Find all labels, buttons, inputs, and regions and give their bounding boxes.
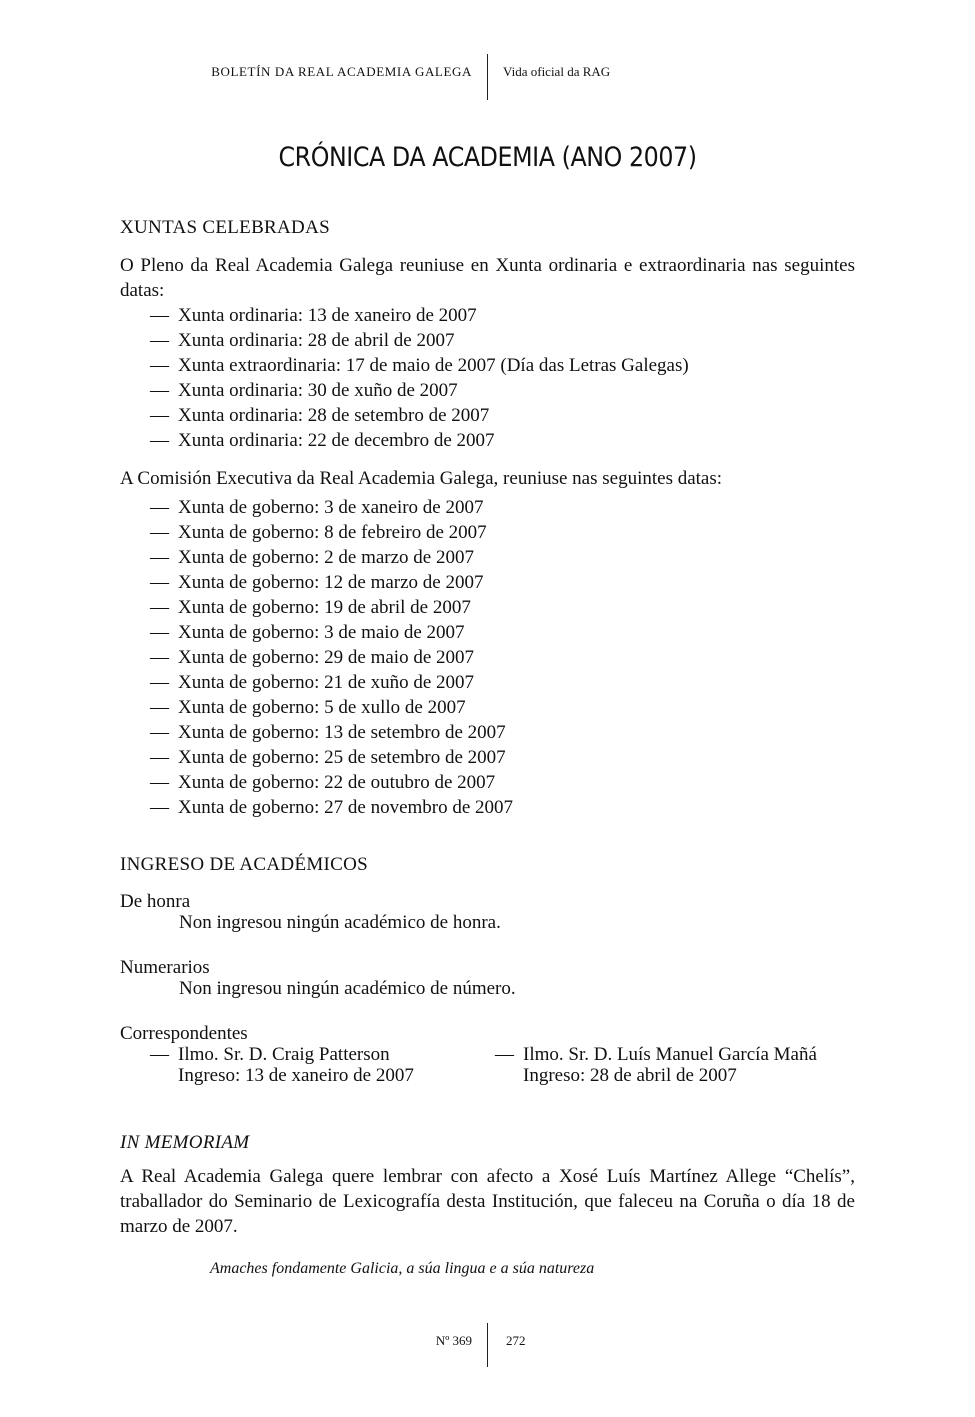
header-divider [487, 54, 488, 100]
list-item: — Xunta de goberno: 19 de abril de 2007 [150, 595, 855, 620]
list-item: — Xunta de goberno: 8 de febreiro de 2007 [150, 520, 855, 545]
honra-label: De honra [120, 891, 191, 912]
comision-intro: A Comisión Executiva da Real Academia Galega, reuniuse nas seguintes datas: [120, 468, 723, 489]
ingreso-section [120, 852, 855, 1088]
list-item: — Xunta ordinaria: 30 de xuño de 2007 [150, 378, 855, 403]
list-item: — Xunta de goberno: 2 de marzo de 2007 [150, 545, 855, 570]
list-item: — Xunta de goberno: 21 de xuño de 2007 [150, 670, 855, 695]
list-item: — Xunta de goberno: 22 de outubro de 2007 [150, 770, 855, 795]
correspondente-date: Ingreso: 28 de abril de 2007 [523, 1065, 737, 1086]
memoriam-section [120, 1130, 855, 1239]
memoriam-text: A Real Academia Galega quere lembrar con afecto a Xosé Luís Martínez Allege “Chelís”, traballador do Seminario de Lexicografía desta Institución, que faleceu na Coruña o día 18 de marzo de 2007. [120, 1166, 855, 1237]
page-header [0, 60, 975, 104]
correspondente-name: — Ilmo. Sr. D. Luís Manuel García Mañá [495, 1042, 817, 1067]
page-number: 272 [506, 1333, 526, 1348]
ingreso-heading: INGRESO DE ACADÉMICOS [120, 854, 369, 875]
pleno-list [120, 303, 855, 453]
correspondentes-label: Correspondentes [120, 1023, 248, 1044]
correspondente-name: — Ilmo. Sr. D. Craig Patterson [150, 1042, 495, 1067]
journal-name: BOLETÍN DA REAL ACADEMIA GALEGA [211, 64, 472, 79]
section-name: Vida oficial da RAG [503, 64, 611, 79]
xuntas-section [120, 215, 855, 820]
page-footer [0, 1325, 975, 1369]
correspondentes-list [120, 1042, 855, 1088]
issue-number: Nº 369 [435, 1333, 472, 1348]
list-item: — Xunta de goberno: 13 de setembro de 2007 [150, 720, 855, 745]
comision-list [120, 495, 855, 820]
list-item: — Xunta de goberno: 27 de novembro de 2007 [150, 795, 855, 820]
memoriam-heading: IN MEMORIAM [120, 1132, 250, 1153]
page-title: CRÓNICA DA ACADEMIA (ANO 2007) [278, 142, 697, 173]
list-item: — Xunta de goberno: 3 de maio de 2007 [150, 620, 855, 645]
footer-divider [487, 1323, 488, 1367]
list-item: — Xunta de goberno: 29 de maio de 2007 [150, 645, 855, 670]
list-item: — Xunta ordinaria: 22 de decembro de 2007 [150, 428, 855, 453]
list-item: — Xunta ordinaria: 13 de xaneiro de 2007 [150, 303, 855, 328]
correspondente-1 [150, 1042, 495, 1088]
list-item: — Xunta de goberno: 3 de xaneiro de 2007 [150, 495, 855, 520]
correspondente-2 [495, 1042, 817, 1088]
list-item: — Xunta extraordinaria: 17 de maio de 2007 (Día das Letras Galegas) [150, 353, 855, 378]
honra-text: Non ingresou ningún académico de honra. [179, 912, 501, 933]
list-item: — Xunta de goberno: 5 de xullo de 2007 [150, 695, 855, 720]
xuntas-heading: XUNTAS CELEBRADAS [120, 217, 330, 238]
pleno-intro: O Pleno da Real Academia Galega reuniuse en Xunta ordinaria e extraordinaria nas seguintes datas: [120, 255, 855, 301]
numerarios-label: Numerarios [120, 957, 210, 978]
list-item: — Xunta ordinaria: 28 de setembro de 2007 [150, 403, 855, 428]
numerarios-text: Non ingresou ningún académico de número. [179, 978, 516, 999]
correspondente-date: Ingreso: 13 de xaneiro de 2007 [178, 1065, 414, 1086]
list-item: — Xunta de goberno: 12 de marzo de 2007 [150, 570, 855, 595]
list-item: — Xunta de goberno: 25 de setembro de 2007 [150, 745, 855, 770]
memoriam-epigraph: Amaches fondamente Galicia, a súa lingua e a súa natureza [210, 1260, 595, 1277]
list-item: — Xunta ordinaria: 28 de abril de 2007 [150, 328, 855, 353]
